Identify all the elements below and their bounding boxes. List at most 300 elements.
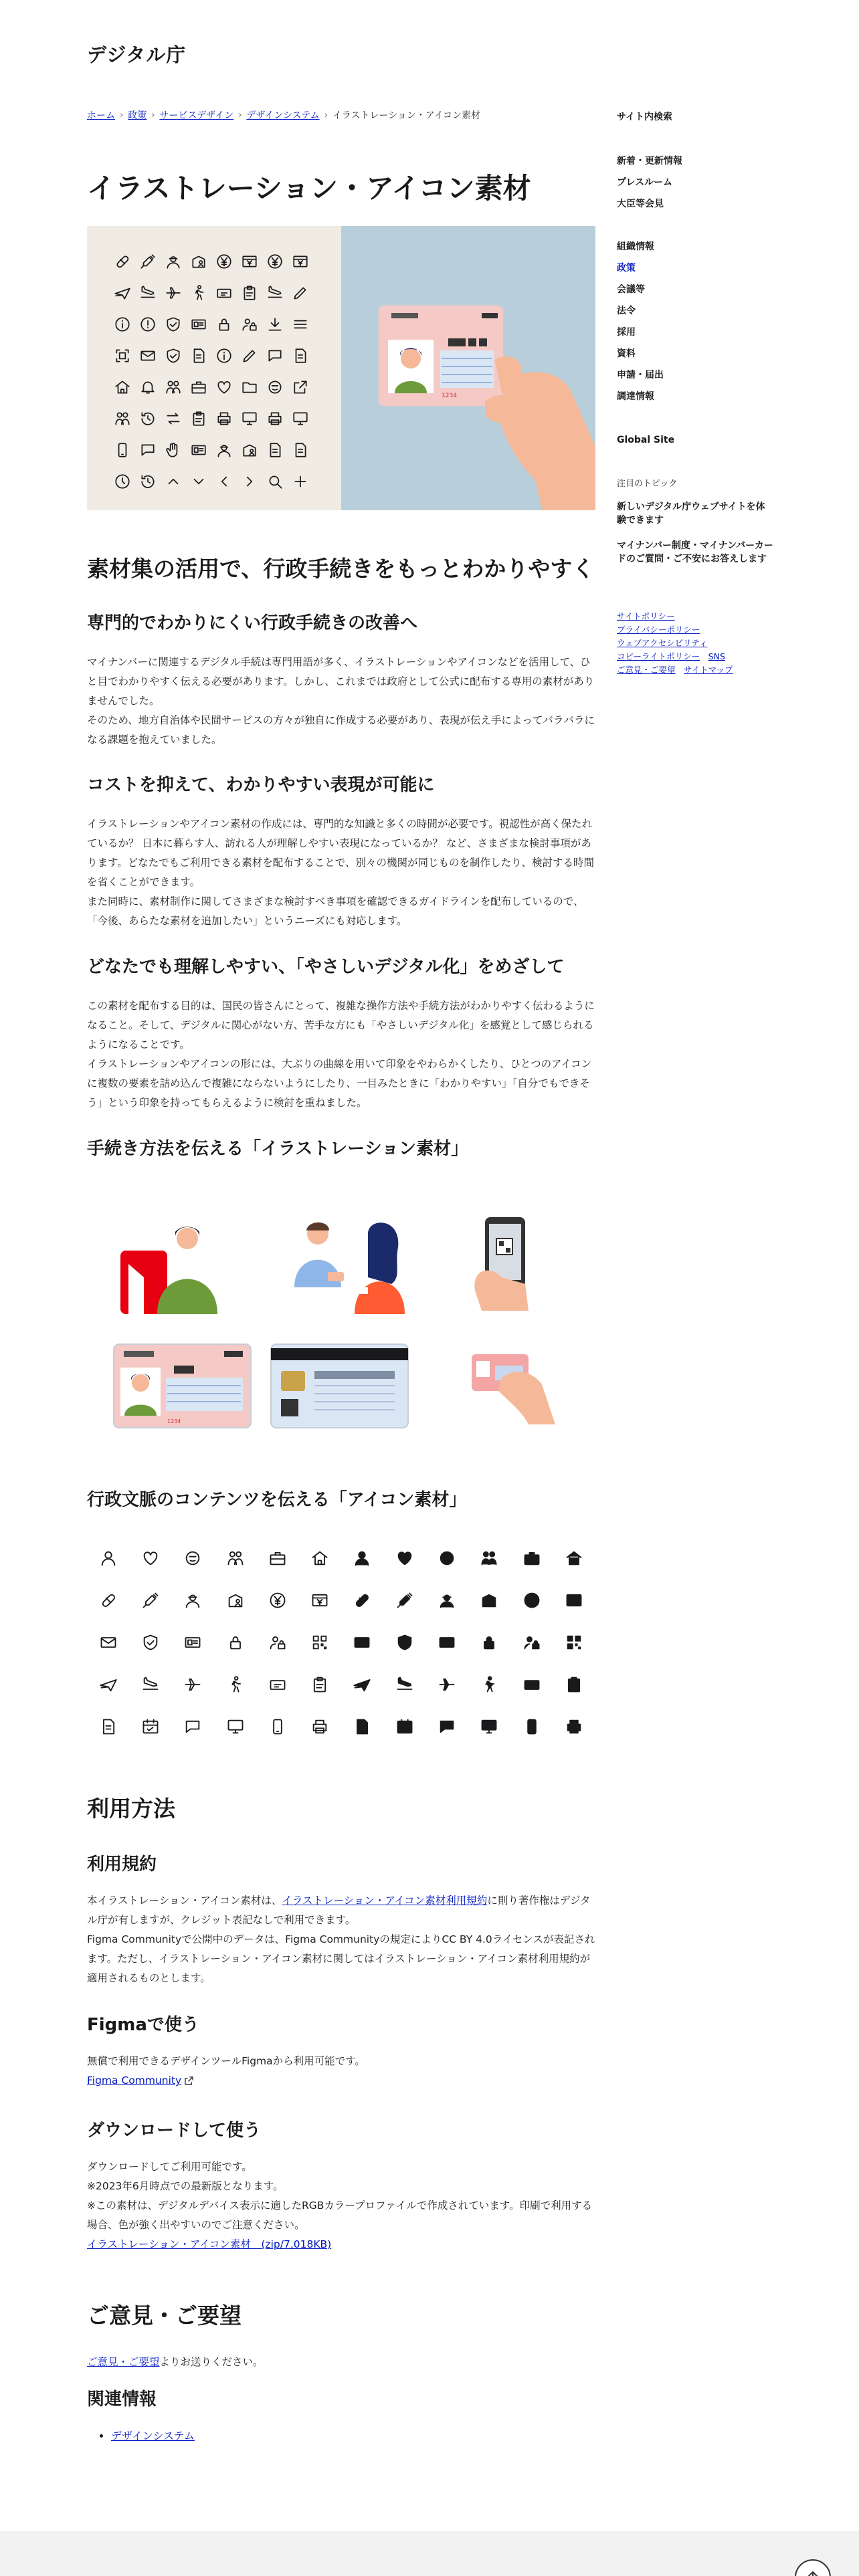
subsection-heading: 手続き方法を伝える「イラストレーション素材」 <box>87 1139 469 1159</box>
breadcrumb-policy[interactable]: 政策 <box>128 110 147 121</box>
sidebar-item-meetings[interactable]: 会議等 <box>617 284 645 295</box>
menu-icon <box>292 316 309 333</box>
sidebar-search[interactable]: サイト内検索 <box>617 112 673 122</box>
footer-link-sns[interactable]: SNS <box>708 651 725 661</box>
yenbox-icon <box>292 253 309 270</box>
icon-grid-cell <box>341 1705 383 1747</box>
main-content <box>87 154 595 2442</box>
card-number-text: 1234 <box>442 392 457 399</box>
icon-grid-cell <box>87 1621 129 1663</box>
sidebar-item-organization[interactable]: 組織情報 <box>617 241 654 252</box>
icon-grid-cell <box>256 1537 298 1579</box>
clipboard-icon <box>190 410 207 427</box>
planeland-icon <box>395 1675 414 1694</box>
idcard-icon <box>190 316 207 333</box>
icon-grid-cell <box>298 1579 341 1621</box>
subsection-heading: 関連情報 <box>87 2389 157 2409</box>
planeland-icon <box>266 284 284 302</box>
footer-link-sitemap[interactable]: サイトマップ <box>684 665 733 675</box>
hero-grid-cell <box>165 347 190 379</box>
download-icon <box>266 316 284 333</box>
footer-link-site-policy[interactable]: サイトポリシー <box>617 611 675 621</box>
yenbox-icon <box>565 1591 583 1610</box>
house-icon <box>310 1549 329 1568</box>
info-icon <box>114 316 131 333</box>
hero-grid-cell <box>139 284 165 316</box>
illustration-grid <box>87 1210 595 1438</box>
hero-grid-cell <box>292 473 317 504</box>
section-terms <box>87 1852 595 1988</box>
bldgperson-icon <box>480 1591 498 1610</box>
icon-grid-cell <box>87 1579 129 1621</box>
hero-grid-cell <box>165 379 190 410</box>
person-with-card-illustration <box>120 1227 217 1315</box>
icon-grid-cell <box>468 1579 510 1621</box>
hero-grid-cell <box>139 347 165 379</box>
hero-grid-cell <box>292 441 317 473</box>
bldgperson-icon <box>190 253 207 270</box>
hero-grid-cell <box>139 441 165 473</box>
paragraph: また同時に、素材制作に関してさまざまな検討すべき事項を確認できるガイドラインを配布しているので、「今後、あらたな素材を追加したい」というニーズにも対応します。 <box>87 895 584 928</box>
hero-grid-cell <box>114 410 139 441</box>
hero-grid-cell <box>114 253 139 284</box>
family-icon <box>114 410 131 427</box>
heart-icon <box>215 379 233 396</box>
yenbox-icon <box>241 253 258 270</box>
icon-grid-cell <box>172 1579 214 1621</box>
icon-grid-cell <box>510 1663 553 1705</box>
house-icon <box>114 379 131 396</box>
hero-grid-cell <box>215 347 241 379</box>
hero-grid-cell <box>266 473 292 504</box>
planeflat-icon <box>165 284 182 302</box>
icon-grid-cell <box>214 1663 256 1705</box>
hero-grid-cell <box>215 473 241 504</box>
bldgperson-icon <box>241 441 258 459</box>
idcard-icon <box>183 1633 202 1652</box>
icon-grid-cell <box>553 1663 595 1705</box>
subsection-heading: コストを抑えて、わかりやすい表現が可能に <box>87 775 435 795</box>
icon-grid-cell <box>510 1705 553 1747</box>
icon-grid-cell <box>256 1579 298 1621</box>
paragraph: ご意見・ご要望よりお送りください。 <box>87 2356 264 2368</box>
ticket-icon <box>215 284 233 302</box>
printer-icon <box>565 1717 583 1736</box>
icon-set <box>87 1537 595 1747</box>
hand-icon <box>165 441 182 459</box>
paragraph <box>87 2071 595 2090</box>
icon-grid-cell <box>553 1705 595 1747</box>
icon-grid-cell <box>298 1705 341 1747</box>
sidebar-item-press[interactable]: プレスルーム <box>617 177 673 188</box>
hero-grid-cell <box>241 379 266 410</box>
hero-grid-cell <box>215 316 241 347</box>
hero-grid-cell <box>139 316 165 347</box>
left-icon <box>215 473 233 490</box>
footer-link-copyright[interactable]: コピーライトポリシー <box>617 651 700 661</box>
hero-grid-cell <box>266 253 292 284</box>
figma-community-link[interactable]: Figma Community <box>87 2074 182 2087</box>
up-icon <box>165 473 182 490</box>
svg-text:1234: 1234 <box>167 1418 181 1424</box>
ticket-icon <box>522 1675 541 1694</box>
site-logo[interactable]: デジタル庁 <box>87 43 187 66</box>
house-icon <box>565 1549 583 1568</box>
sidebar-item-laws[interactable]: 法令 <box>617 306 636 316</box>
icon-grid-cell <box>383 1579 425 1621</box>
search-icon <box>266 473 284 490</box>
hero-grid-cell <box>241 410 266 441</box>
lockperson-icon <box>480 1633 498 1652</box>
icon-grid-cell <box>341 1621 383 1663</box>
icon-grid-cell <box>129 1579 171 1621</box>
chat-icon <box>438 1717 456 1736</box>
syringe-icon <box>395 1591 414 1610</box>
card-in-hand-illustration <box>472 1354 555 1424</box>
family-icon <box>480 1549 498 1568</box>
icon-grid-cell <box>468 1663 510 1705</box>
subsection-heading: 利用規約 <box>87 1854 157 1874</box>
history-icon <box>139 473 157 490</box>
plane-icon <box>353 1675 371 1694</box>
hero-grid-cell <box>114 316 139 347</box>
paragraph: 無償で利用できるデザインツールFigmaから利用可能です。 <box>87 2055 365 2068</box>
userlock-icon <box>241 316 258 333</box>
paragraph: この素材を配布する目的は、国民の皆さんにとって、複雑な操作方法や手続方法がわかりやすく伝わるようになること。そして、デジタルに関心がない方、苦手な方にも「やさしいデジタル化」を感覚として感じられるようになることです。 <box>87 1000 595 1051</box>
walk-icon <box>480 1675 498 1694</box>
hero-grid-cell <box>114 347 139 379</box>
hand-holding-card-illustration <box>341 226 595 510</box>
doc-icon <box>292 441 309 459</box>
icon-grid-cell <box>510 1621 553 1663</box>
icon-grid-cell <box>468 1705 510 1747</box>
hero-grid-cell <box>292 379 317 410</box>
footer-link-feedback[interactable]: ご意見・ご要望 <box>617 665 676 675</box>
icon-grid-cell <box>256 1621 298 1663</box>
icon-grid-cell <box>425 1537 468 1579</box>
icon-grid-cell <box>341 1537 383 1579</box>
paragraph: ダウンロードしてご利用可能です。 <box>87 2161 252 2173</box>
userlock-icon <box>522 1633 541 1652</box>
hero-grid-cell <box>215 253 241 284</box>
phone-icon <box>268 1717 287 1736</box>
heart-icon <box>141 1549 160 1568</box>
family-icon <box>226 1549 245 1568</box>
icon-grid-cell <box>129 1621 171 1663</box>
icon-grid <box>87 1537 595 1747</box>
sidebar-item-applications[interactable]: 申請・届出 <box>617 370 664 381</box>
subsection-heading: ダウンロードして使う <box>87 2121 262 2141</box>
hero-grid-cell <box>190 441 215 473</box>
hero-icon-grid <box>114 253 317 504</box>
hero-grid-cell <box>139 410 165 441</box>
info-icon <box>215 347 233 364</box>
clock-icon <box>114 473 131 490</box>
chat-icon <box>183 1717 202 1736</box>
icon-grid-cell <box>256 1663 298 1705</box>
doc-icon <box>190 347 207 364</box>
section-heading: 利用方法 <box>87 1796 175 1822</box>
hero-grid-cell <box>190 253 215 284</box>
sidebar-item-recruit[interactable]: 採用 <box>617 327 636 338</box>
qr-icon <box>310 1633 329 1652</box>
subsection-heading: Figmaで使う <box>87 2015 199 2035</box>
face-icon <box>266 379 284 396</box>
icon-grid-cell <box>298 1537 341 1579</box>
counter-service-illustration <box>288 1222 405 1314</box>
icon-grid-cell <box>298 1621 341 1663</box>
doc-icon <box>292 347 309 364</box>
icon-grid-cell <box>214 1621 256 1663</box>
phone-icon <box>522 1717 541 1736</box>
heart-icon <box>395 1549 414 1568</box>
site-header <box>87 40 186 68</box>
hero-grid-cell <box>292 253 317 284</box>
icon-grid-cell <box>172 1663 214 1705</box>
paragraph: イラストレーションやアイコンの形には、大ぶりの曲線を用いて印象をやわらかくしたり、ひとつのアイコンに複数の要素を詰め込んで複雑にならないようにしたり、一目みたときに「わかりやすい」「自分でもできそう」という印象を持ってもらえるように検討を重ねました。 <box>87 1058 592 1109</box>
ticket-icon <box>268 1675 287 1694</box>
paragraph <box>87 2235 595 2254</box>
person-icon <box>353 1549 371 1568</box>
paragraph: マイナンバーに関連するデジタル手続は専門用語が多く、イラストレーションやアイコンなどを活用して、ひと目でわかりやすく伝える必要があります。しかし、これまでは政府として公式に配布する専用の素材がありませんでした。 <box>87 656 595 708</box>
my-number-card-back-illustration <box>271 1344 408 1428</box>
planeland-icon <box>139 284 157 302</box>
breadcrumb-service-design[interactable]: サービスデザイン <box>159 110 234 121</box>
breadcrumb-design-system[interactable]: デザインシステム <box>246 110 320 121</box>
chat-icon <box>266 347 284 364</box>
icon-grid-cell <box>214 1705 256 1747</box>
icon-grid-cell <box>214 1579 256 1621</box>
chevron-right-icon: › <box>151 110 155 120</box>
paragraph: ※この素材は、デジタルデバイス表示に適したRGBカラープロファイルで作成されています。印刷で利用する場合、色が強く出やすいのでご注意ください。 <box>87 2199 593 2232</box>
breadcrumb-home[interactable]: ホーム <box>87 110 115 121</box>
mail-icon <box>353 1633 371 1652</box>
printer-icon <box>310 1717 329 1736</box>
icon-grid-cell <box>510 1537 553 1579</box>
face-icon <box>438 1549 456 1568</box>
hero-grid-cell <box>114 441 139 473</box>
sidebar-topic-1[interactable]: 新しいデジタル庁ウェブサイトを体験できます <box>617 502 765 526</box>
qr-icon <box>565 1633 583 1652</box>
hero-grid-cell <box>165 410 190 441</box>
hero-grid-cell <box>139 379 165 410</box>
hero-grid-cell <box>114 379 139 410</box>
sidebar-item-policy[interactable]: 政策 <box>617 263 636 274</box>
briefcase-icon <box>190 379 207 396</box>
walk-icon <box>190 284 207 302</box>
userlock-icon <box>268 1633 287 1652</box>
page-footer <box>0 2531 859 2576</box>
shield-icon <box>165 316 182 333</box>
hero-grid-cell <box>165 316 190 347</box>
chevron-right-icon: › <box>238 110 242 120</box>
face-icon <box>183 1549 202 1568</box>
chevron-right-icon: › <box>324 110 328 120</box>
icon-grid-cell <box>256 1705 298 1747</box>
icon-grid-cell <box>172 1621 214 1663</box>
hero-grid-cell <box>114 284 139 316</box>
icon-grid-cell <box>383 1621 425 1663</box>
page-title: イラストレーション・アイコン素材 <box>87 172 531 205</box>
worker-icon <box>215 441 233 459</box>
paragraph: イラストレーションやアイコン素材の作成には、専門的な知識と多くの時間が必要です。視認性が高く保たれているか？ 日本に暮らす人、訪れる人が理解しやすい表現になっているか？ など、さまざまな検討事項があります。どなたでもご利用できる素材を配布することで、別々の機関が同じものを制作したり、検討する時間を省くことができます。 <box>87 818 594 889</box>
hero-grid-cell <box>241 441 266 473</box>
subsection-heading: 行政文脈のコンテンツを伝える「アイコン素材」 <box>87 1490 467 1510</box>
hero-grid-cell <box>139 473 165 504</box>
hero-grid-cell <box>241 316 266 347</box>
list-item <box>111 2428 195 2443</box>
section-friendly <box>87 955 595 1113</box>
hero-grid-cell <box>190 347 215 379</box>
plane-icon <box>114 284 131 302</box>
worker-icon <box>438 1591 456 1610</box>
pill-icon <box>99 1591 118 1610</box>
paragraph: ※2023年6月時点での最新版となります。 <box>87 2180 284 2193</box>
subsection-heading: 専門的でわかりにくい行政手続きの改善へ <box>87 613 418 633</box>
icon-grid-cell <box>298 1663 341 1705</box>
phone-icon <box>114 441 131 459</box>
section-cost <box>87 773 595 931</box>
lockperson-icon <box>215 316 233 333</box>
monitor-icon <box>226 1717 245 1736</box>
footer-link-privacy[interactable]: プライバシーポリシー <box>617 625 700 635</box>
hero-grid-cell <box>215 410 241 441</box>
hero-grid-cell <box>266 441 292 473</box>
walk-icon <box>226 1675 245 1694</box>
section-figma <box>87 2013 595 2090</box>
section-improve <box>87 611 595 750</box>
idcard-icon <box>190 441 207 459</box>
planeflat-icon <box>183 1675 202 1694</box>
feedback-link[interactable]: ご意見・ご要望 <box>87 2356 160 2368</box>
related-list <box>87 2428 195 2443</box>
scan-icon <box>114 347 131 364</box>
hero-grid-cell <box>190 410 215 441</box>
terms-link[interactable]: イラストレーション・アイコン素材利用規約 <box>282 1895 488 1907</box>
hero-grid-cell <box>292 284 317 316</box>
sidebar-item-materials[interactable]: 資料 <box>617 348 636 359</box>
hero-grid-cell <box>114 473 139 504</box>
icon-grid-cell <box>129 1705 171 1747</box>
my-number-card-front-illustration <box>114 1344 251 1428</box>
plus-icon <box>292 473 309 490</box>
hero-grid-cell <box>215 441 241 473</box>
sidebar-item-global[interactable]: Global Site <box>617 435 675 445</box>
icon-grid-cell <box>468 1621 510 1663</box>
right-icon <box>241 473 258 490</box>
person-icon <box>99 1549 118 1568</box>
icon-grid-cell <box>468 1537 510 1579</box>
download-zip-link[interactable]: イラストレーション・アイコン素材 (zip/7,018KB) <box>87 2238 332 2251</box>
sidebar-item-news[interactable]: 新着・更新情報 <box>617 156 682 167</box>
monitor-icon <box>241 410 258 427</box>
paragraph: そのため、地方自治体や民間サービスの方々が独自に作成する必要があり、表現が伝え手によってバラバラになる課題を抱えていました。 <box>87 714 595 746</box>
hero-grid-cell <box>266 379 292 410</box>
hero-grid-cell <box>241 253 266 284</box>
arrows-icon <box>165 410 182 427</box>
mail-icon <box>139 347 157 364</box>
monitor-icon <box>480 1717 498 1736</box>
yen-icon <box>522 1591 541 1610</box>
hero-grid-cell <box>292 347 317 379</box>
syringe-icon <box>139 253 157 270</box>
hero-card-panel <box>341 226 595 510</box>
printer-icon <box>266 410 284 427</box>
hero-grid-cell <box>190 316 215 347</box>
shield-icon <box>165 347 182 364</box>
hero-grid-cell <box>190 379 215 410</box>
yen-icon <box>266 253 284 270</box>
icon-grid-cell <box>425 1663 468 1705</box>
hero-grid-cell <box>266 284 292 316</box>
icon-grid-cell <box>87 1705 129 1747</box>
bldgperson-icon <box>226 1591 245 1610</box>
clipboard-icon <box>241 284 258 302</box>
hero-grid-cell <box>266 316 292 347</box>
sidebar-topic-2[interactable]: マイナンバー制度・マイナンバーカードのご質問・ご不安にお答えします <box>617 540 773 564</box>
subsection-heading: どなたでも理解しやすい、「やさしいデジタル化」をめざして <box>87 957 565 977</box>
hero-icon-panel <box>87 226 341 510</box>
paragraph: Figma Communityで公開中のデータは、Figma Communityの規定によりCC BY 4.0ライセンスが表記されます。ただし、イラストレーション・アイコン素材に関してはイラストレーション・アイコン素材利用規約が適用されるものとします。 <box>87 1933 595 1985</box>
pen-icon <box>292 284 309 302</box>
planeland-icon <box>141 1675 160 1694</box>
hero-grid-cell <box>292 410 317 441</box>
lockperson-icon <box>226 1633 245 1652</box>
icon-grid-cell <box>214 1537 256 1579</box>
icon-grid-cell <box>341 1579 383 1621</box>
section-download <box>87 2119 595 2254</box>
icon-grid-cell <box>129 1663 171 1705</box>
hero-grid-cell <box>190 284 215 316</box>
icon-grid-cell <box>172 1705 214 1747</box>
hero-grid-cell <box>266 410 292 441</box>
icon-grid-cell <box>425 1579 468 1621</box>
doc-icon <box>99 1717 118 1736</box>
breadcrumb-current: イラストレーション・アイコン素材 <box>332 110 481 121</box>
bell-icon <box>139 379 157 396</box>
icon-grid-cell <box>87 1537 129 1579</box>
chevron-right-icon: › <box>120 110 124 120</box>
design-system-link[interactable]: デザインシステム <box>111 2430 195 2442</box>
icon-grid-cell <box>172 1537 214 1579</box>
sidebar-item-conference[interactable]: 大臣等会見 <box>617 199 664 209</box>
sidebar-item-procurement[interactable]: 調達情報 <box>617 391 654 402</box>
icon-grid-cell <box>87 1663 129 1705</box>
pen-icon <box>241 347 258 364</box>
down-icon <box>190 473 207 490</box>
section-heading: ご意見・ご要望 <box>87 2302 242 2329</box>
hero-grid-cell <box>266 347 292 379</box>
folder-icon <box>241 379 258 396</box>
yen-icon <box>268 1591 287 1610</box>
hero-grid-cell <box>241 473 266 504</box>
hero-grid-cell <box>139 253 165 284</box>
clipboard-icon <box>565 1675 583 1694</box>
paragraph: 本イラストレーション・アイコン素材は、イラストレーション・アイコン素材利用規約に則り著作権はデジタル庁が有しますが、クレジット表記なしで利用できます。 <box>87 1895 591 1927</box>
plane-icon <box>99 1675 118 1694</box>
icon-grid-cell <box>510 1579 553 1621</box>
icon-grid-cell <box>383 1663 425 1705</box>
footer-link-accessibility[interactable]: ウェブアクセシビリティ <box>617 638 708 648</box>
shield-icon <box>395 1633 414 1652</box>
calendar-icon <box>141 1717 160 1736</box>
hero-grid-cell <box>215 379 241 410</box>
breadcrumb <box>87 108 480 122</box>
hero-grid-cell <box>165 284 190 316</box>
icon-grid-cell <box>553 1579 595 1621</box>
chat-icon <box>139 441 157 459</box>
icon-grid-cell <box>383 1537 425 1579</box>
